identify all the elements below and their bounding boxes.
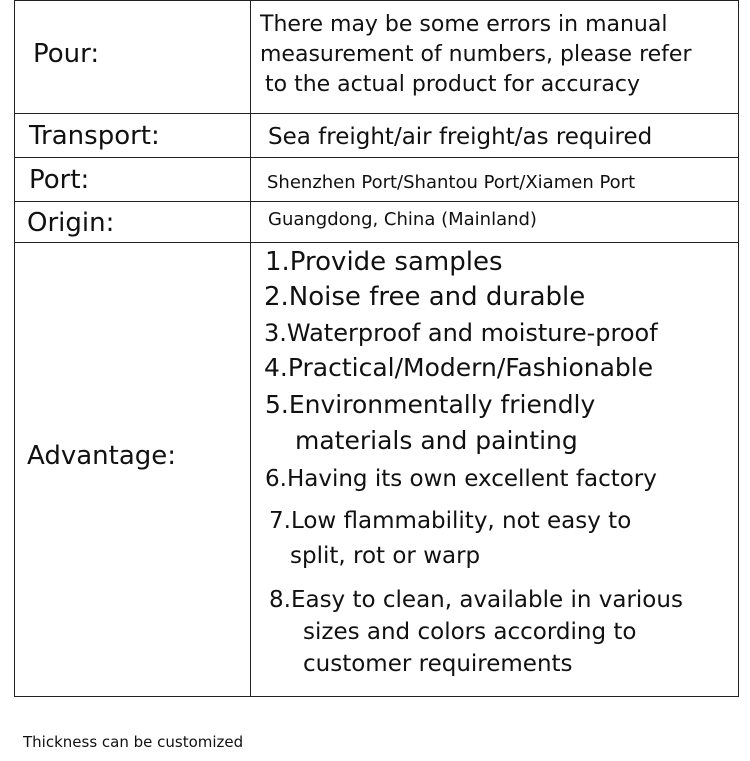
origin-value: Guangdong, China (Mainland) — [268, 209, 537, 230]
column-divider — [250, 0, 251, 697]
advantage-item-continuation: split, rot or warp — [290, 543, 481, 569]
pour-note-line: to the actual product for accuracy — [265, 72, 641, 97]
advantage-item: 2.Noise free and durable — [264, 282, 586, 312]
advantage-item: 4.Practical/Modern/Fashionable — [264, 353, 654, 382]
port-label: Port: — [29, 165, 90, 195]
origin-label: Origin: — [27, 208, 115, 238]
row-divider — [14, 201, 739, 202]
advantage-item: 3.Waterproof and moisture-proof — [264, 319, 658, 347]
advantage-item-continuation: customer requirements — [303, 651, 573, 677]
advantage-item: 8.Easy to clean, available in various — [269, 587, 683, 613]
advantage-item: 5.Environmentally friendly — [265, 390, 596, 419]
pour-label: Pour: — [33, 39, 100, 69]
footer-note: Thickness can be customized — [23, 733, 244, 751]
transport-value: Sea freight/air freight/as required — [268, 124, 653, 150]
table-border-top — [14, 0, 739, 1]
row-divider — [14, 157, 739, 158]
table-border-bottom — [14, 696, 739, 697]
port-value: Shenzhen Port/Shantou Port/Xiamen Port — [267, 172, 636, 193]
table-border-right — [738, 0, 739, 697]
pour-note-line: There may be some errors in manual — [260, 12, 668, 37]
advantage-item: 1.Provide samples — [265, 247, 503, 277]
table-border-left — [14, 0, 15, 697]
row-divider — [14, 113, 739, 114]
pour-note-line: measurement of numbers, please refer — [260, 42, 692, 67]
transport-label: Transport: — [29, 121, 160, 151]
advantage-item-continuation: sizes and colors according to — [303, 619, 637, 645]
row-divider — [14, 242, 739, 243]
advantage-label: Advantage: — [27, 441, 177, 471]
advantage-item: 6.Having its own excellent factory — [265, 466, 657, 492]
advantage-item: 7.Low flammability, not easy to — [269, 508, 632, 534]
advantage-item-continuation: materials and painting — [295, 426, 578, 455]
